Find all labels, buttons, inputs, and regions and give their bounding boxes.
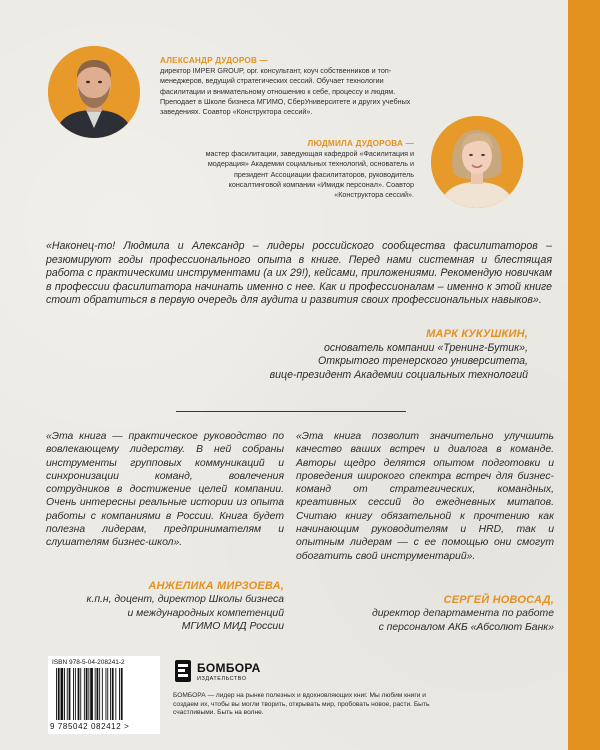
review-author-line: с персоналом АКБ «Абсолют Банк» <box>378 621 554 633</box>
isbn-number: ISBN 978-5-04-208241-2 <box>52 659 125 666</box>
author-photo-lyudmila <box>431 116 523 208</box>
review-author-novosad <box>300 594 554 634</box>
review-author-line: основатель компании «Тренинг-Бутик», <box>324 341 528 354</box>
publisher-subtitle: ИЗДАТЕЛЬСТВО <box>197 676 247 682</box>
author-photo-aleksandr <box>48 46 140 138</box>
author-bio-text: мастер фасилитации, заведующая кафедрой «Фасилитация и модерация» Академии социальных технологий, основатель и президент Ассоциации фасилитаторов, руководитель консалтинговой компании «Имидж персонал». Соавтор «Конструктора сессий». <box>205 149 414 200</box>
barcode-bars <box>56 668 152 722</box>
review-author-line: директор департамента по работе <box>371 608 554 620</box>
publisher-name: БОМБОРА <box>197 661 261 675</box>
author-bio-lyudmila <box>186 139 414 200</box>
author-bio-aleksandr <box>160 56 418 117</box>
author-name-dash: — <box>403 139 414 148</box>
review-author-kukushkin <box>168 328 528 382</box>
review-author-name: МАРК КУКУШКИН, <box>426 328 528 340</box>
review-author-name: СЕРГЕЙ НОВОСАД, <box>443 594 554 606</box>
review-quote-left: «Эта книга — практическое руководство по вовлекающему лидерству. В ней собраны инструменты групповых коммуникаций и синхронизации команд, вовлечения сотрудников в достижение целей компании. Очень интересны реальные истории из опыта работы с компаниями в России. Книга будет полезна лидерам, предпринимателям и слушателям бизнес-школ». <box>46 431 284 549</box>
author-name-dash: — <box>257 56 268 65</box>
author-name: ЛЮДМИЛА ДУДОРОВА <box>307 139 404 148</box>
review-author-name: АНЖЕЛИКА МИРЗОЕВА, <box>148 580 284 592</box>
barcode-digits: 9 785042 082412 > <box>50 722 130 731</box>
section-divider <box>176 411 406 412</box>
publisher-description: БОМБОРА — лидер на рынке полезных и вдохновляющих книг. Мы любим книги и создаем их, чтобы вы могли творить, открывать мир, пробовать новое, расти. Быть счастливыми. Быть на волне. <box>173 692 430 717</box>
review-author-line: Открытого тренерского университета, <box>318 355 528 368</box>
review-author-line: МГИМО МИД России <box>181 620 284 632</box>
review-author-line: и международных компетенций <box>127 607 284 619</box>
review-author-line: вице-президент Академии социальных технологий <box>269 368 528 381</box>
author-bio-text: директор IMPER GROUP, орг. консультант, коуч собственников и топ-менеджеров, ведущий стратегических сессий. Обучает технологии фасилитации и внимательному отношению к себе, процессу и людям. Преподает в Школе бизнеса МГИМО, СберУниверситете и других учебных заведениях. Соавтор «Конструктора сессий». <box>160 66 411 117</box>
review-author-mirzoeva <box>86 580 284 633</box>
review-quote-right: «Эта книга позволит значительно улучшить качество ваших встреч и диалога в команде. Авторы щедро делятся опытом подготовки и проведения широкого спектра встреч для бизнес-команд от стратегических, командных, креативных сессий до ежедневных митапов. Считаю книгу обязательной к прочтению как начинающим руководителям и HRD, так и опытным лидерам — с ее помощью они смогут обогатить свой инструментарий». <box>296 431 554 562</box>
barcode <box>48 656 160 734</box>
spine-stripe <box>568 0 600 750</box>
review-author-line: к.п.н, доцент, директор Школы бизнеса <box>86 594 284 606</box>
author-name: АЛЕКСАНДР ДУДОРОВ <box>160 56 258 65</box>
publisher-logo <box>173 658 273 688</box>
review-quote-main: «Наконец-то! Людмила и Александр – лидеры российского сообщества фасилитаторов – резюмируют годы профессионального опыта в книге. Перед нами системная и блестящая работа с практическими инструментами (а их 29!), кейсами, приложениями. Рекомендую новичкам в профессии фасилитатора начинать именно с нее. Как и профессионалам – именно к этой книге стоит обратиться в первую очередь для аудита и развития своих профессиональных навыков». <box>46 240 552 307</box>
publisher-logo-icon <box>173 658 193 684</box>
